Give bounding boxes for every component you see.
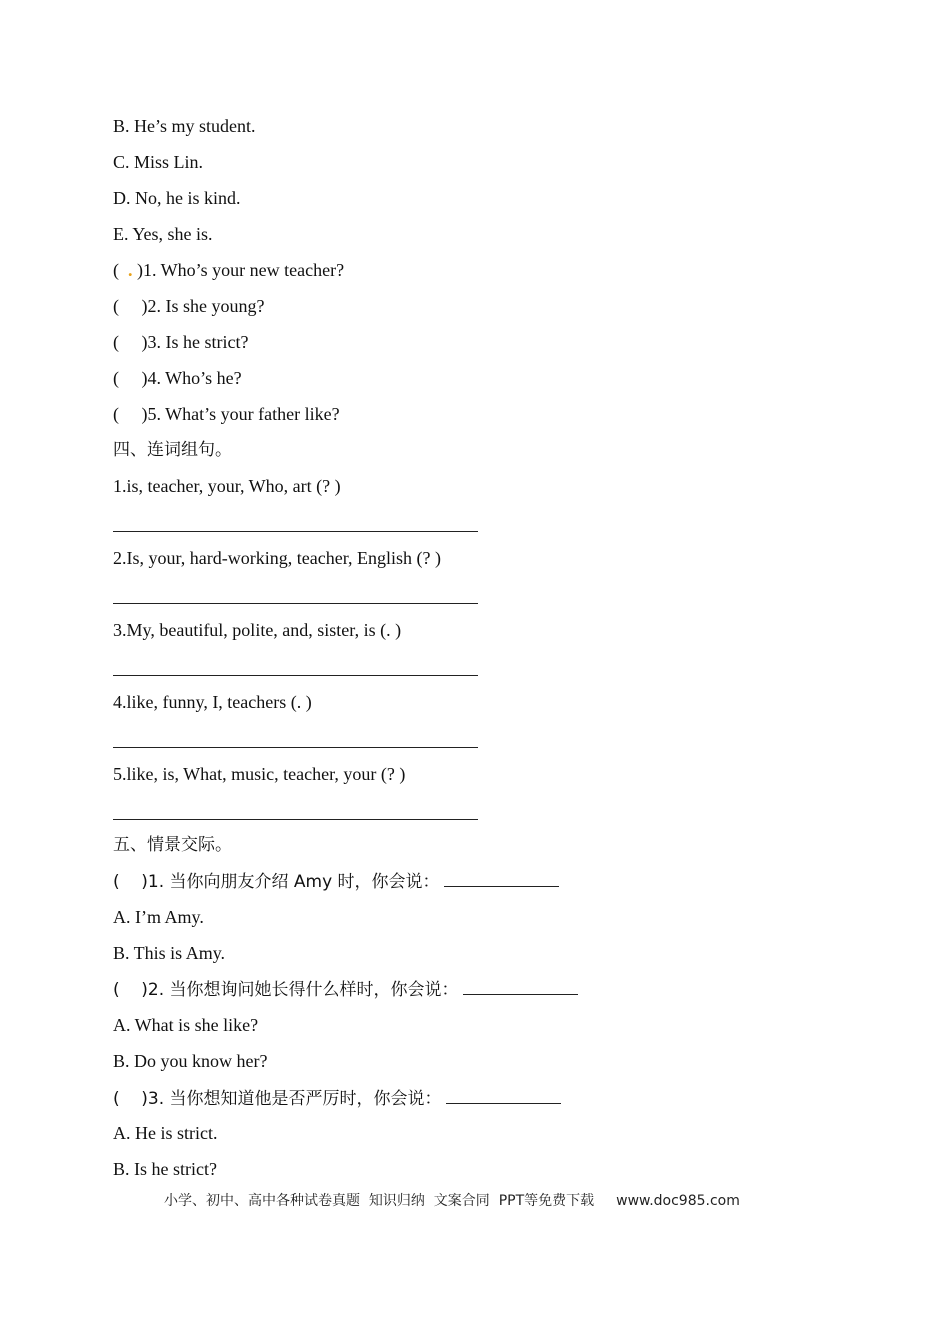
match-question-4: ( )4. Who’s he? — [113, 368, 242, 388]
dialogue-option-3b: B. Is he strict? — [113, 1159, 217, 1179]
match-question-3: ( )3. Is he strict? — [113, 332, 249, 352]
answer-marker: . — [119, 260, 137, 280]
option-b: B. He’s my student. — [113, 116, 256, 136]
answer-line-4[interactable] — [113, 747, 478, 748]
answer-blank[interactable] — [446, 1087, 561, 1104]
dialogue-option-2b: B. Do you know her? — [113, 1051, 268, 1071]
answer-line-5[interactable] — [113, 819, 478, 820]
dialogue-question-3: ( )3. 当你想知道他是否严厉时，你会说： — [113, 1087, 561, 1110]
answer-line-3[interactable] — [113, 675, 478, 676]
sentence-item-2: 2.Is, your, hard-working, teacher, English (? ) — [113, 548, 441, 568]
match-question-2: ( )2. Is she young? — [113, 296, 265, 316]
dialogue-option-1b: B. This is Amy. — [113, 943, 226, 963]
page-footer — [164, 1190, 740, 1210]
dialogue-question-1: ( )1. 当你向朋友介绍 Amy 时，你会说： — [113, 870, 559, 893]
footer-url[interactable]: www.doc985.com — [616, 1193, 740, 1209]
option-c: C. Miss Lin. — [113, 152, 204, 172]
sentence-item-4: 4.like, funny, I, teachers (. ) — [113, 692, 312, 712]
section4-title: 四、连词组句。 — [113, 440, 232, 460]
section5-title: 五、情景交际。 — [113, 835, 232, 855]
sentence-item-1: 1.is, teacher, your, Who, art (? ) — [113, 476, 341, 496]
option-e: E. Yes, she is. — [113, 224, 213, 244]
dialogue-option-1a: A. I’m Amy. — [113, 907, 204, 927]
answer-blank[interactable] — [463, 978, 578, 995]
match-question-5: ( )5. What’s your father like? — [113, 404, 340, 424]
dialogue-option-3a: A. He is strict. — [113, 1123, 218, 1143]
footer-text: 小学、初中、高中各种试卷真题 知识归纳 文案合同 PPT等免费下载 — [164, 1193, 595, 1209]
match-question-1: ( . )1. Who’s your new teacher? — [113, 260, 345, 280]
sentence-item-5: 5.like, is, What, music, teacher, your (? ) — [113, 764, 406, 784]
option-d: D. No, he is kind. — [113, 188, 241, 208]
answer-line-1[interactable] — [113, 531, 478, 532]
dialogue-question-2: ( )2. 当你想询问她长得什么样时，你会说： — [113, 978, 578, 1001]
dialogue-option-2a: A. What is she like? — [113, 1015, 259, 1035]
answer-blank[interactable] — [444, 870, 559, 887]
answer-line-2[interactable] — [113, 603, 478, 604]
sentence-item-3: 3.My, beautiful, polite, and, sister, is (. ) — [113, 620, 402, 640]
